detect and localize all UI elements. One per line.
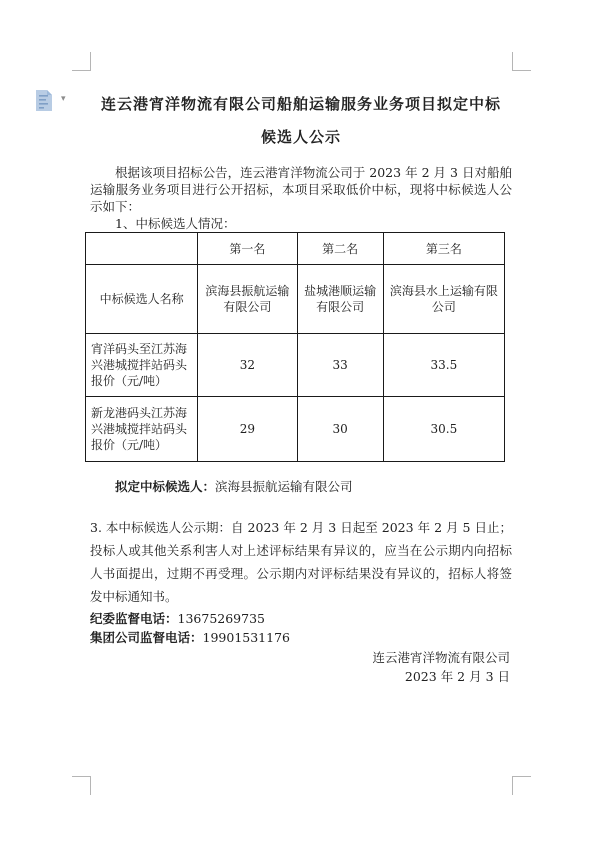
signature-company: 连云港宵洋物流有限公司 [372,650,510,665]
cell-candidate-2: 盐城港顺运输有限公司 [297,265,383,334]
contact-line-discipline [90,610,512,629]
cell-price-5: 30 [297,397,383,462]
cell-price-3: 33.5 [383,334,504,397]
table-header-first: 第一名 [198,233,297,265]
title-line-2: 候选人公示 [260,128,341,146]
page-title [90,88,512,154]
candidates-table [85,232,505,462]
notice-paragraph: 3. 本中标候选人公示期：自 2023 年 2 月 3 日起至 2023 年 2 月 5 日止；投标人或其他关系利害人对上述评标结果有异议的，应当在公示期内向招标人书面提出，过期不再受理。公示期内对评标结果没有异议的，招标人将签发中标通知书。 [90,520,512,604]
proposed-winner-label: 拟定中标候选人： [115,479,216,494]
row-label-candidate-names: 中标候选人名称 [86,265,198,334]
table-header-empty [86,233,198,265]
document-content [90,88,512,686]
cell-price-1: 32 [198,334,297,397]
table-header-row [86,233,505,265]
signature-block [90,648,512,686]
contact-number-discipline: 13675269735 [177,611,265,626]
cell-candidate-3: 滨海县水上运输有限公司 [383,265,504,334]
title-line-1: 连云港宵洋物流有限公司船舶运输服务业务项目拟定中标 [100,95,501,113]
cell-price-6: 30.5 [383,397,504,462]
table-row-price-xinlonggang [86,397,505,462]
table-header-second: 第二名 [297,233,383,265]
table-row-price-xiaoyang [86,334,505,397]
row-label-price-xiaoyang: 宵洋码头至江苏海兴港城搅拌站码头报价（元/吨） [86,334,198,397]
crop-mark-bottom-left [72,776,91,795]
cell-price-2: 33 [297,334,383,397]
crop-mark-bottom-right [512,776,531,795]
list-item-1: 1、中标候选人情况： [115,216,236,231]
chevron-down-icon[interactable]: ▾ [61,94,66,104]
proposed-winner-value: 滨海县振航运输有限公司 [215,479,353,494]
contact-line-group [90,629,512,648]
proposed-winner-line [90,478,512,495]
table-row-candidate-names [86,265,505,334]
crop-mark-top-right [512,52,531,71]
crop-mark-top-left [72,52,91,71]
signature-date: 2023 年 2 月 3 日 [404,669,510,684]
cell-price-4: 29 [198,397,297,462]
contact-label-group: 集团公司监督电话： [90,629,203,645]
paste-options-icon[interactable] [35,89,75,113]
table-header-third: 第三名 [383,233,504,265]
row-label-price-xinlonggang: 新龙港码头江苏海兴港城搅拌站码头报价（元/吨） [86,397,198,462]
intro-paragraph: 根据该项目招标公告，连云港宵洋物流公司于 2023 年 2 月 3 日对船舶运输服务业务项目进行公开招标，本项目采取低价中标，现将中标候选人公示如下： [90,165,512,214]
contact-label-discipline: 纪委监督电话： [90,611,178,626]
contact-number-group: 19901531176 [202,629,290,645]
contact-lines [90,610,512,647]
cell-candidate-1: 滨海县振航运输有限公司 [198,265,297,334]
paste-options-button[interactable] [35,89,75,115]
